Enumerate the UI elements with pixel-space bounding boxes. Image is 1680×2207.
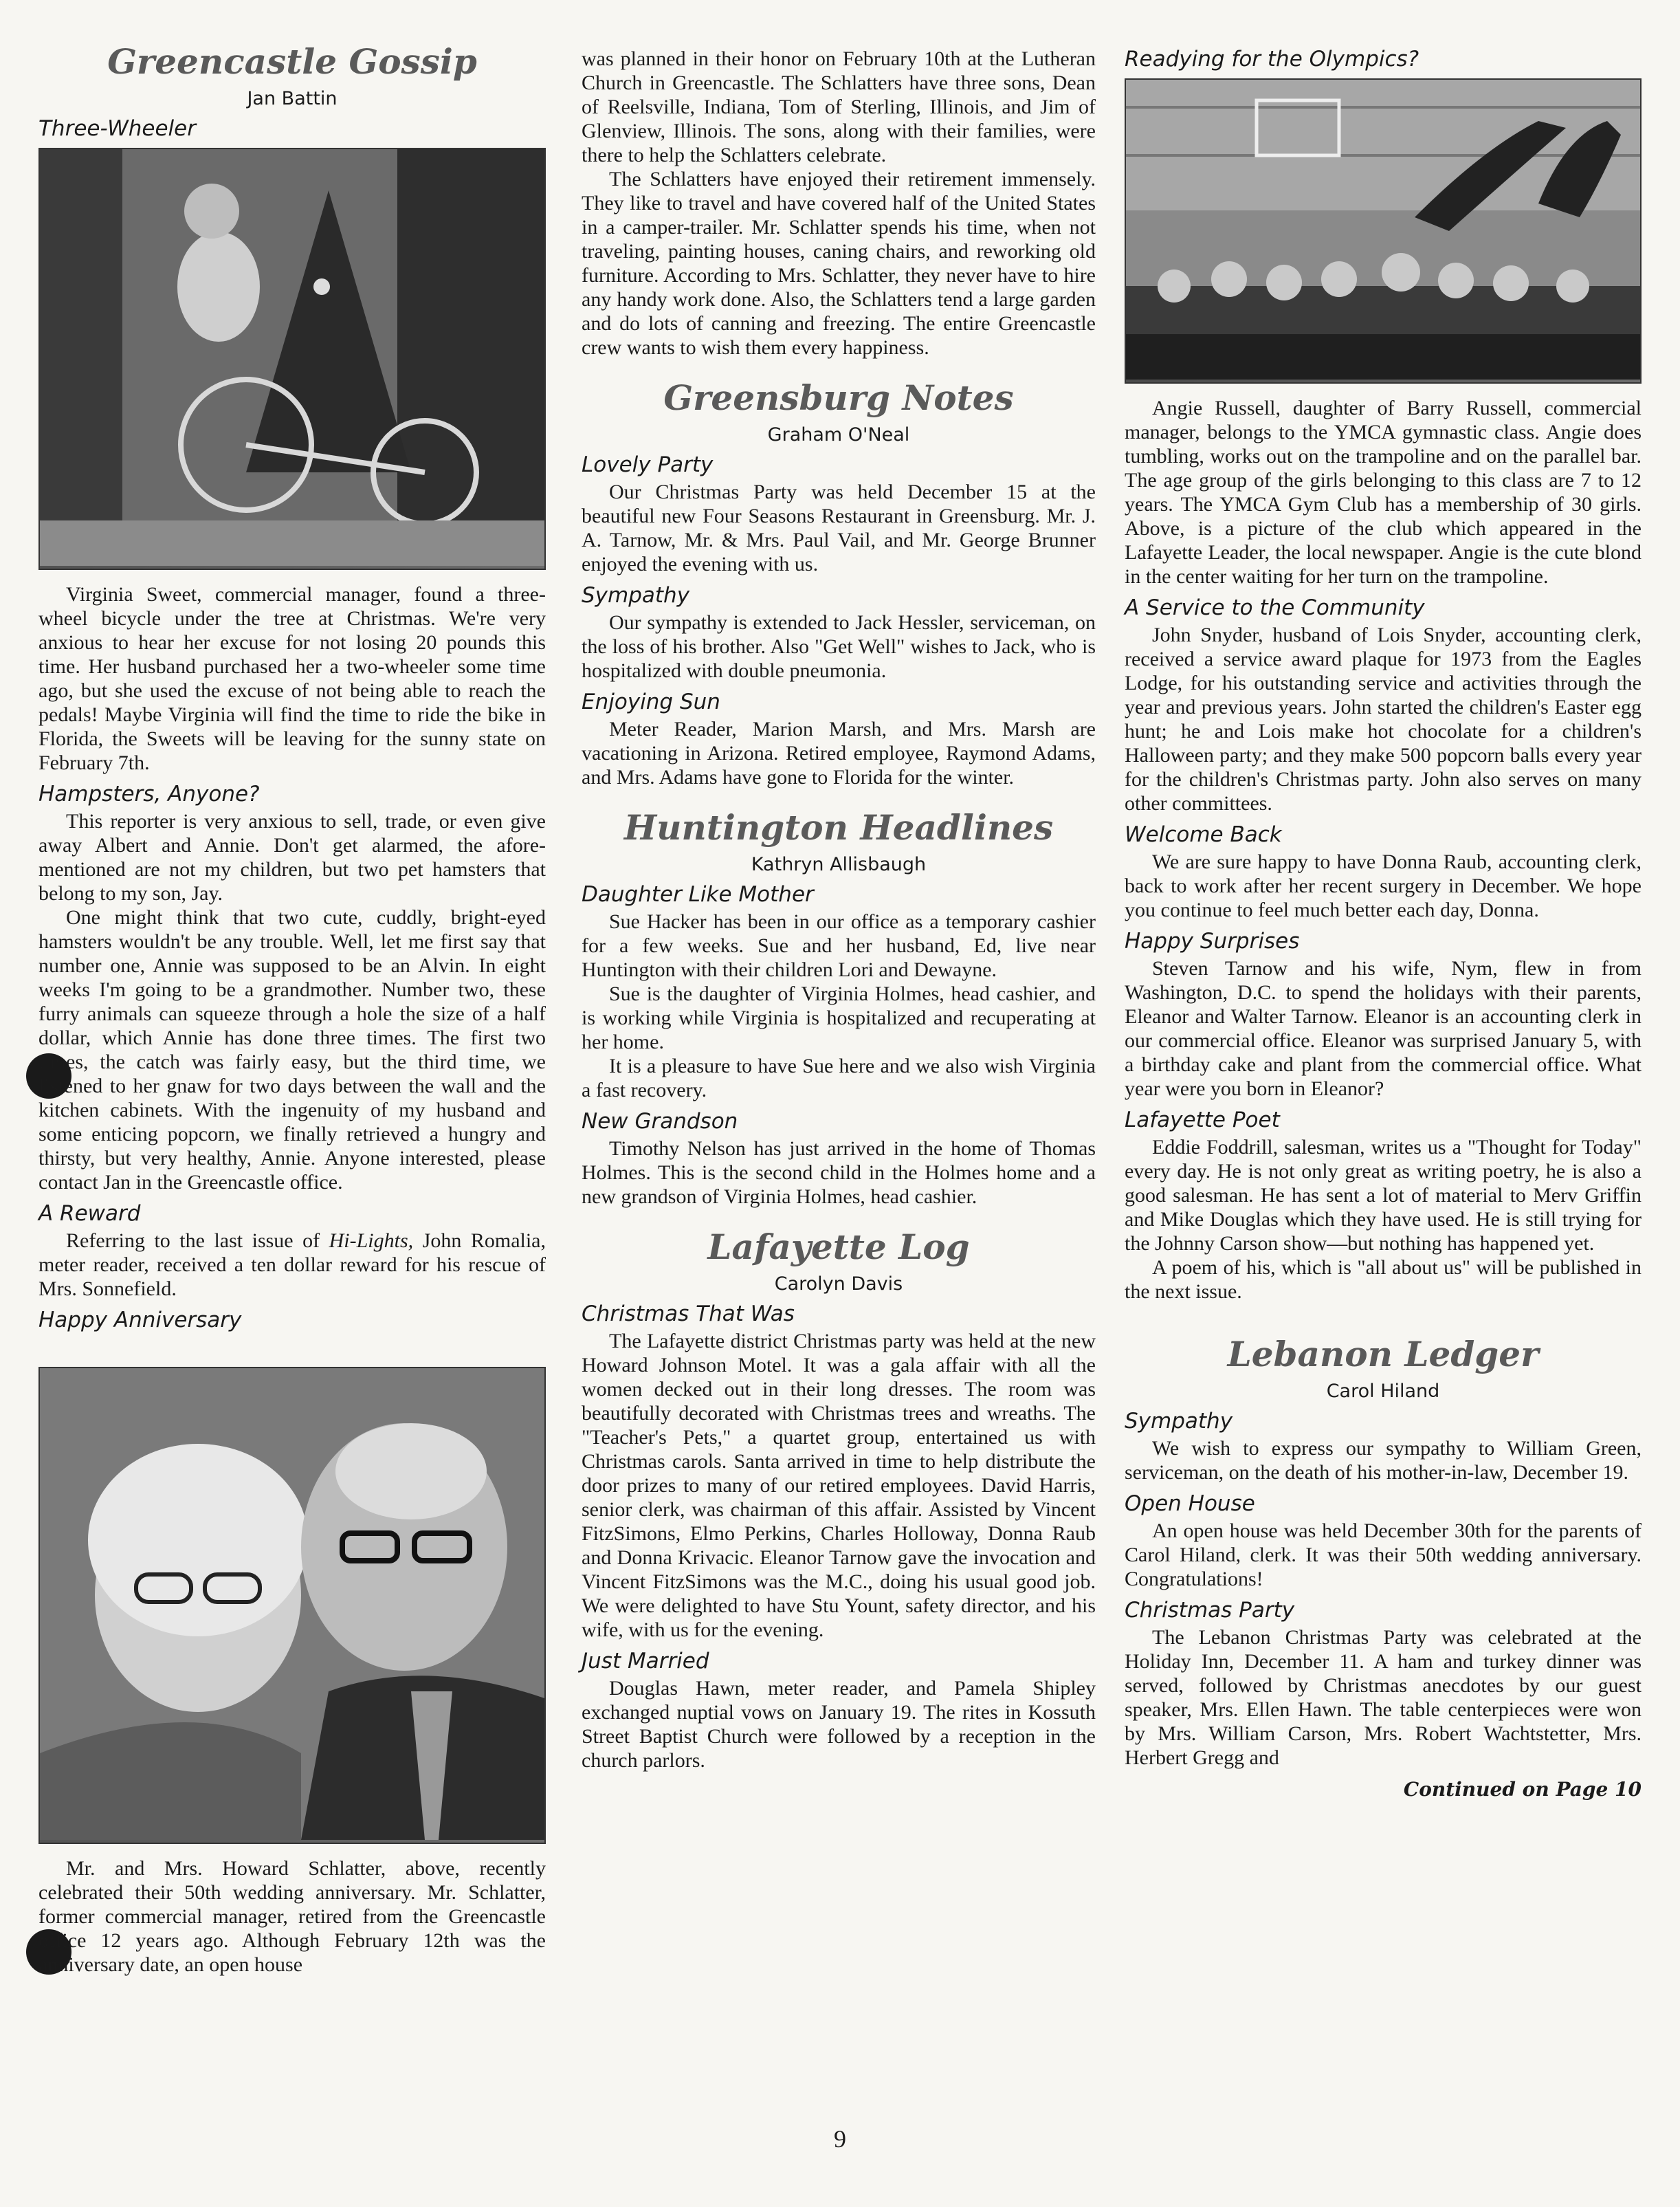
lebanon-subhead-1: Sympathy: [1125, 1409, 1233, 1434]
olympics-subhead: Readying for the Olympics?: [1125, 47, 1419, 72]
greencastle-paragraph-1: Virginia Sweet, commercial manager, found a three-wheel bicycle under the tree at Christmas. We're very anxious to hear her excuse for not losing 20 pounds this time. Her husband purchased her a two-wheeler some time ago, but she used the excuse of not being able to reach the pedals! Maybe Virginia will find the time to ride the bike in Florida, the Sweets will be leaving for the sunny state on February 7th.: [38, 583, 546, 774]
welcome-paragraph: We are sure happy to have Donna Raub, accounting clerk, back to work after her recent surgery in December. We hope you continue to feel much better each day, Donna.: [1125, 850, 1642, 921]
lafayette-paragraph-2: Douglas Hawn, meter reader, and Pamela Shipley exchanged nuptial vows on January 19. The rites in Kossuth Street Baptist Church were followed by a reception in the church parlors.: [582, 1677, 1096, 1772]
lafayette-byline: Carolyn Davis: [774, 1273, 903, 1295]
greencastle-paragraph-5: Mr. and Mrs. Howard Schlatter, above, recently celebrated their 50th wedding anniversary. Mr. Schlatter, former commercial manager, retired from the Greencastle office 12 years ago. Although February 12th was the anniversary date, an open house: [38, 1857, 546, 1976]
greencastle-paragraph-3: One might think that two cute, cuddly, bright-eyed hamsters wouldn't be any trouble. Well, let me first say that number one, Annie was supposed to be an Alvin. In eight weeks I'm going to be a grandmother. Number two, these furry animals can squeeze through a hole the size of a half dollar, which Annie has done three times. The first two times, the catch was fairly easy, but the third time, we listened to her gnaw for two days between the wall and the kitchen cabinets. With the ingenuity of my husband and some enticing popcorn, we finally retrieved a hungry and thirsty, but very healthy, Annie. Anyone interested, please contact Jan in the Greencastle office.: [38, 906, 546, 1194]
lafayette-title: Lafayette Log: [707, 1227, 970, 1267]
huntington-paragraph-1: Sue Hacker has been in our office as a temporary cashier for a few weeks. Sue and her husband, Ed, live near Huntington with their children Lori and Dewayne.: [582, 910, 1096, 981]
greencastle-subhead-2: Hampsters, Anyone?: [38, 782, 260, 806]
column-3: [1125, 47, 1642, 1801]
gymnastics-club-photo: [1125, 78, 1642, 384]
lafayette-subhead-1: Christmas That Was: [582, 1302, 795, 1326]
service-subhead: A Service to the Community: [1125, 595, 1425, 620]
lebanon-paragraph-2: An open house was held December 30th for the parents of Carol Hiland, clerk. It was their 50th wedding anniversary. Congratulations!: [1125, 1519, 1642, 1590]
greensburg-subhead-3: Enjoying Sun: [582, 690, 720, 714]
column-1: [38, 41, 546, 1977]
reward-text-b: John Romalia, meter reader, received a ten dollar reward for his rescue of Mrs. Sonnefield.: [38, 1229, 546, 1300]
couple-illustration: [40, 1368, 544, 1840]
lebanon-byline: Carol Hiland: [1326, 1381, 1440, 1402]
huntington-paragraph-2: Sue is the daughter of Virginia Holmes, head cashier, and is working while Virginia is hospitalized and recuperating at her home.: [582, 982, 1096, 1053]
bicycle-illustration: [40, 149, 544, 566]
three-wheeler-photo: [38, 148, 546, 570]
anniversary-couple-photo: [38, 1367, 546, 1844]
greencastle-subhead-3: A Reward: [38, 1201, 141, 1226]
poet-paragraph-2: A poem of his, which is "all about us" will be published in the next issue.: [1125, 1256, 1642, 1303]
schlatter-continued-2: The Schlatters have enjoyed their retirement immensely. They like to travel and have covered half of the United States in a camper-trailer. Mr. Schlatter spends his time, when not traveling, painting houses, caning chairs, and reworking old furniture. According to Mrs. Schlatter, they never have to hire any handy work done. Also, the Schlatters tend a large garden and do lots of canning and freezing. The entire Greencastle crew wants to wish them every happiness.: [582, 168, 1096, 359]
surprises-paragraph: Steven Tarnow and his wife, Nym, flew in from Washington, D.C. to spend the holidays with their parents, Eleanor and Walter Tarnow. Eleanor is an accounting clerk in our commercial office. Eleanor was surprised January 5, with a birthday cake and plant from the commercial office. What year were you born in Eleanor?: [1125, 957, 1642, 1100]
huntington-subhead-2: New Grandson: [582, 1109, 738, 1134]
olympics-paragraph: Angie Russell, daughter of Barry Russell, commercial manager, belongs to the YMCA gymnastic class. Angie does tumbling, works out on the trampoline and on the parallel bar. The age group of the girls belonging to this class are 7 to 12 years. The YMCA Gym Club has a membership of 30 girls. Above, is a picture of the club which appeared in the Lafayette Leader, the local newspaper. Angie is the cute blond in the center waiting for her turn on the trampoline.: [1125, 397, 1642, 588]
hi-lights-title: Hi-Lights,: [329, 1229, 414, 1252]
welcome-subhead: Welcome Back: [1125, 822, 1282, 847]
huntington-subhead-1: Daughter Like Mother: [582, 882, 814, 907]
surprises-subhead: Happy Surprises: [1125, 929, 1300, 954]
greencastle-subhead-4: Happy Anniversary: [38, 1308, 242, 1332]
lebanon-paragraph-3: The Lebanon Christmas Party was celebrated at the Holiday Inn, December 11. A ham and turkey dinner was served, followed by Christmas anecdotes by our guest speaker, Mrs. Ellen Hawn. The table centerpieces were won by Mrs. William Carson, Mrs. Robert Wachtstetter, Mrs. Herbert Gregg and: [1125, 1626, 1642, 1769]
greensburg-paragraph-1: Our Christmas Party was held December 15 at the beautiful new Four Seasons Restaurant in Greensburg. Mr. J. A. Tarnow, Mr. & Mrs. Paul Vail, and Mr. George Brunner enjoyed the evening with us.: [582, 481, 1096, 575]
huntington-paragraph-4: Timothy Nelson has just arrived in the home of Thomas Holmes. This is the second child in the Holmes home and a new grandson of Virginia Holmes, head cashier.: [582, 1137, 1096, 1208]
greencastle-byline: Jan Battin: [247, 88, 338, 109]
lebanon-subhead-3: Christmas Party: [1125, 1598, 1295, 1623]
lafayette-paragraph-1: The Lafayette district Christmas party was held at the new Howard Johnson Motel. It was a gala affair with all the women decked out in their long dresses. The room was beautifully decorated with Christmas trees and wreaths. The "Teacher's Pets," a quartet group, entertained us with Christmas carols. Santa arrived in time to help distribute the door prizes to many of our retired employees. David Harris, senior clerk, was chairman of this affair. Assisted by Vincent FitzSimons, Elmo Perkins, Charles Holloway, Donna Raub and Donna Krivacic. Eleanor Tarnow gave the invocation and Vincent FitzSimons was the M.C., doing his usual good job. We were delighted to have Stu Yount, safety director, and his wife, with us for the evening.: [582, 1330, 1096, 1641]
continued-note: Continued on Page 10: [1403, 1778, 1642, 1801]
greensburg-paragraph-2: Our sympathy is extended to Jack Hessler, serviceman, on the loss of his brother. Also "Get Well" wishes to Jack, who is hospitalized with double pneumonia.: [582, 611, 1096, 682]
reward-text-a: Referring to the last issue of: [66, 1229, 329, 1252]
service-paragraph: John Snyder, husband of Lois Snyder, accounting clerk, received a service award plaque for 1973 from the Eagles Lodge, for his outstanding service and activities through the year and previous years. John started the children's Easter egg hunt; he and Lois make hot chocolate for a children's Halloween party; and they make 500 popcorn balls every year for the children's Christmas party. John also serves on many other committees.: [1125, 624, 1642, 815]
greencastle-title: Greencastle Gossip: [107, 41, 477, 82]
greensburg-paragraph-3: Meter Reader, Marion Marsh, and Mrs. Marsh are vacationing in Arizona. Retired employee, Raymond Adams, and Mrs. Adams have gone to Florida for the winter.: [582, 718, 1096, 789]
greencastle-subhead-1: Three-Wheeler: [38, 116, 196, 141]
page-number: 9: [834, 2125, 846, 2153]
poet-paragraph-1: Eddie Foddrill, salesman, writes us a "Thought for Today" every day. He is not only great as writing poetry, he is also a good salesman. He has sent a lot of material to Merv Griffin and Mike Douglas which they have used. He is still trying for the Johnny Carson show—but nothing has happened yet.: [1125, 1136, 1642, 1255]
poet-subhead: Lafayette Poet: [1125, 1108, 1280, 1132]
huntington-title: Huntington Headlines: [623, 807, 1054, 848]
gymnasts-illustration: [1126, 80, 1640, 380]
huntington-byline: Kathryn Allisbaugh: [751, 854, 927, 875]
column-2: [582, 47, 1096, 1772]
lafayette-subhead-2: Just Married: [582, 1649, 709, 1673]
greensburg-subhead-2: Sympathy: [582, 583, 690, 608]
lebanon-paragraph-1: We wish to express our sympathy to William Green, serviceman, on the death of his mother-in-law, December 19.: [1125, 1437, 1642, 1484]
huntington-paragraph-3: It is a pleasure to have Sue here and we also wish Virginia a fast recovery.: [582, 1055, 1096, 1101]
schlatter-continued-1: was planned in their honor on February 10th at the Lutheran Church in Greencastle. The Schlatters have three sons, Dean of Reelsville, Indiana, Tom of Sterling, Illinois, and Jim of Glenview, Illinois. The sons, along with their families, were there to help the Schlatters celebrate.: [582, 47, 1096, 166]
greensburg-byline: Graham O'Neal: [767, 424, 910, 446]
greensburg-title: Greensburg Notes: [663, 377, 1014, 418]
lebanon-title: Lebanon Ledger: [1227, 1334, 1539, 1374]
greencastle-paragraph-2: This reporter is very anxious to sell, trade, or even give away Albert and Annie. Don't get alarmed, the afore-mentioned are not my children, but two pet hamsters that belong to my son, Jay.: [38, 810, 546, 905]
lebanon-subhead-2: Open House: [1125, 1491, 1255, 1516]
greencastle-paragraph-4: [38, 1229, 546, 1301]
greensburg-subhead-1: Lovely Party: [582, 452, 714, 477]
